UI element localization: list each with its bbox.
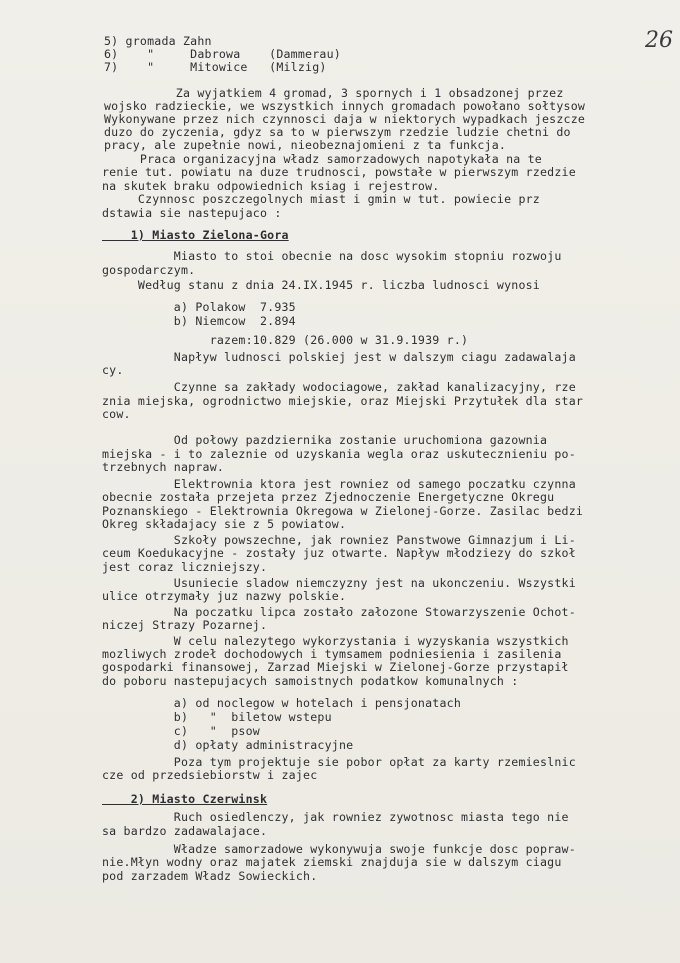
section-heading: 2) Miasto Czerwinsk: [102, 792, 268, 806]
text-line: na skutek braku odpowiednich ksiag i rejestrow.: [102, 179, 440, 193]
text-line: Poznanskiego - Elektrownia Okregowa w Zielonej-Gorze. Zasilac bedzi: [102, 504, 584, 518]
text-line: gospodarki finansowej, Zarzad Miejski w Zielonej-Gorze przystapił: [102, 660, 569, 674]
text-line: c) " psow: [102, 724, 260, 738]
text-line: miejska - i to zaleznie od uzyskania wegla oraz uskutecznieniu po-: [102, 447, 576, 461]
text-line: Usuniecie sladow niemczyzny jest na ukonczeniu. Wszystki: [102, 576, 576, 590]
text-line: pod zarzadem Władz Sowieckich.: [102, 869, 318, 883]
text-line: Szkoły powszechne, jak rowniez Panstwowe Gimnazjum i Li-: [102, 533, 576, 547]
text-line: 5) gromada Zahn: [104, 34, 212, 48]
text-line: Za wyjatkiem 4 gromad, 3 spornych i 1 obsadzonej przez: [104, 86, 564, 100]
text-line: d) opłaty administracyjne: [102, 738, 354, 752]
page-number: 26: [645, 28, 673, 53]
text-line: cze od przedsiebiorstw i zajec: [102, 768, 318, 782]
text-line: Poza tym projektuje sie pobor opłat za karty rzemieslnic: [102, 755, 576, 769]
text-line: wojsko radzieckie, we wszystkich innych gromadach powołano sołtysow: [104, 99, 586, 113]
text-line: nie.Młyn wodny oraz majatek ziemski znajduja sie w dalszym ciagu: [102, 855, 562, 869]
text-line: cow.: [102, 407, 131, 421]
text-line: Władze samorzadowe wykonywuja swoje funkcje dosc popraw-: [102, 842, 576, 856]
text-line: gospodarczym.: [102, 263, 196, 277]
text-line: Według stanu z dnia 24.IX.1945 r. liczba ludnosci wynosi: [102, 278, 540, 292]
text-line: Od połowy pazdziernika zostanie uruchomiona gazownia: [102, 433, 548, 447]
text-line: renie tut. powiatu na duze trudnosci, powstałe w pierwszym rzedzie: [102, 165, 576, 179]
text-line: ulice otrzymały juz nazwy polskie.: [102, 589, 347, 603]
text-line: Napływ ludnosci polskiej jest w dalszym ciagu zadawalaja: [102, 350, 576, 364]
text-line: cy.: [102, 363, 124, 377]
text-line: Czynnosc poszczegolnych miast i gmin w tut. powiecie prz: [102, 192, 540, 206]
text-line: znia miejska, ogrodnictwo miejskie, oraz Miejski Przytułek dla star: [102, 394, 584, 408]
text-line: niczej Strazy Pozarnej.: [102, 618, 268, 632]
text-line: W celu nalezytego wykorzystania i wyzyskania wszystkich: [102, 634, 569, 648]
text-line: b) Niemcow 2.894: [102, 314, 296, 328]
section-heading: 1) Miasto Zielona-Gora: [102, 228, 289, 242]
text-line: Okreg składajacy sie z 5 powiatow.: [102, 517, 347, 531]
text-line: jest coraz liczniejszy.: [102, 560, 268, 574]
text-line: dstawia sie nastepujaco :: [102, 206, 282, 220]
text-line: trzebnych napraw.: [102, 460, 225, 474]
text-line: duzo do zyczenia, gdyz sa to w pierwszym rzedzie ludzie chetni do: [104, 125, 571, 139]
text-line: Praca organizacyjna władz samorzadowych napotykała na te: [104, 152, 542, 166]
text-line: mozliwych zrodeł dochodowych i tymsamem podniesienia i zasilenia: [102, 647, 562, 661]
text-line: Wykonywane przez nich czynnosci daja w niektorych wypadkach jeszcze: [104, 112, 586, 126]
text-line: sa bardzo zadawalajace.: [102, 824, 268, 838]
text-line: obecnie została przejeta przez Zjednoczenie Energetyczne Okregu: [102, 490, 555, 504]
text-line: ceum Koedukacyjne - zostały juz otwarte. Napływ młodziezy do szkoł: [102, 546, 576, 560]
text-line: Czynne sa zakłady wodociagowe, zakład kanalizacyjny, rze: [102, 380, 576, 394]
text-line: 7) " Mitowice (Milzig): [104, 60, 327, 74]
text-line: b) " biletow wstepu: [102, 710, 332, 724]
text-line: 6) " Dabrowa (Dammerau): [104, 47, 341, 61]
text-line: Na poczatku lipca zostało załozone Stowarzyszenie Ochot-: [102, 605, 576, 619]
text-line: do poboru nastepujacych samoistnych podatkow komunalnych :: [102, 674, 519, 688]
text-line: Miasto to stoi obecnie na dosc wysokim stopniu rozwoju: [102, 249, 562, 263]
text-line: a) Polakow 7.935: [102, 300, 296, 314]
text-line: a) od noclegow w hotelach i pensjonatach: [102, 696, 462, 710]
text-line: pracy, ale zupełnie nowi, nieobeznajomieni z ta funkcja.: [104, 138, 507, 152]
text-line: Elektrownia ktora jest rowniez od samego poczatku czynna: [102, 477, 576, 491]
text-line: Ruch osiedlenczy, jak rowniez zywotnosc miasta tego nie: [102, 810, 569, 824]
text-line: razem:10.829 (26.000 w 31.9.1939 r.): [102, 333, 469, 347]
